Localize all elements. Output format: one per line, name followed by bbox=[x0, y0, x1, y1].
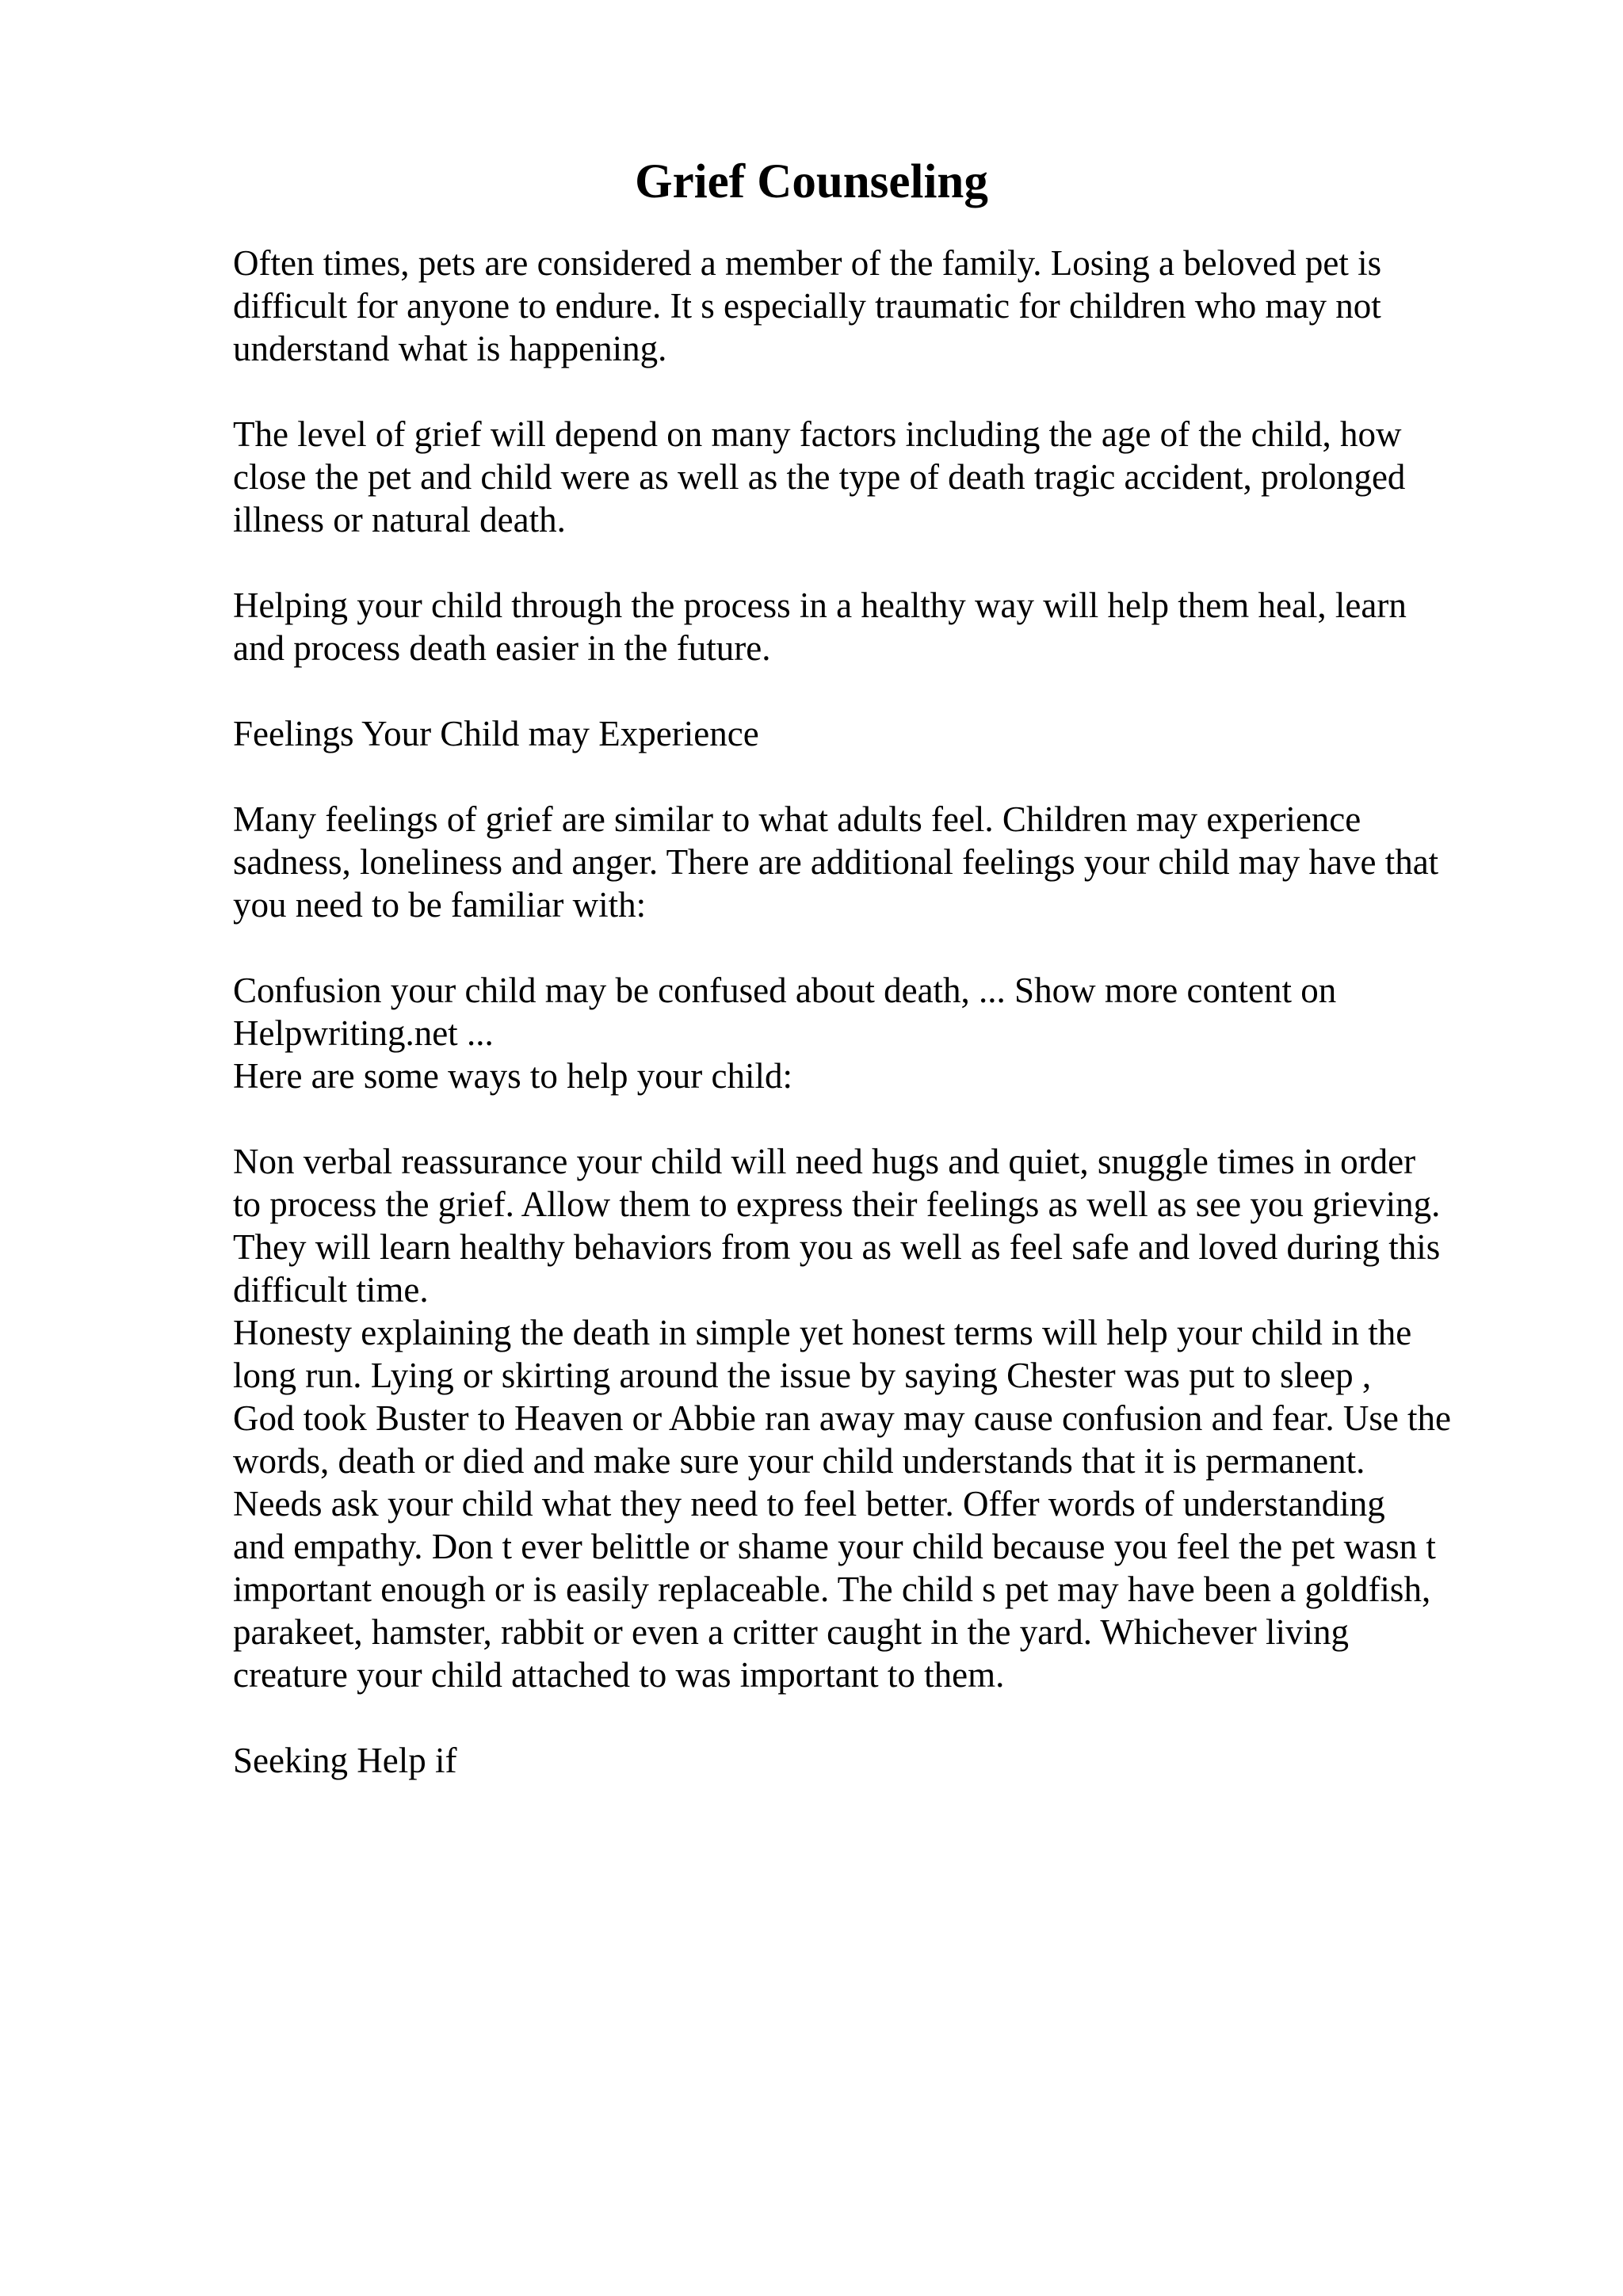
paragraph-spacer bbox=[233, 541, 1533, 584]
text-line: difficult time. bbox=[233, 1270, 429, 1310]
text-line: difficult for anyone to endure. It s especially traumatic for children who may not bbox=[233, 286, 1381, 326]
text-line: sadness, loneliness and anger. There are additional feelings your child may have that bbox=[233, 842, 1439, 882]
text-line: They will learn healthy behaviors from you as well as feel safe and loved during this bbox=[233, 1227, 1441, 1267]
text-line: Many feelings of grief are similar to what adults feel. Children may experience bbox=[233, 799, 1361, 839]
text-line: close the pet and child were as well as the type of death tragic accident, prolonged bbox=[233, 457, 1406, 497]
text-line: Helping your child through the process in a healthy way will help them heal, learn bbox=[233, 585, 1407, 625]
text-line: Confusion your child may be confused about death, ... Show more content on bbox=[233, 971, 1337, 1010]
text-line: words, death or died and make sure your child understands that it is permanent. bbox=[233, 1441, 1365, 1481]
text-line: and empathy. Don t ever belittle or shame your child because you feel the pet wasn t bbox=[233, 1527, 1436, 1566]
text-line: creature your child attached to was important to them. bbox=[233, 1655, 1005, 1695]
text-line: Seeking Help if bbox=[233, 1741, 457, 1780]
paragraph bbox=[233, 969, 1533, 1097]
text-line: long run. Lying or skirting around the issue by saying Chester was put to sleep , bbox=[233, 1356, 1372, 1395]
paragraph-spacer bbox=[233, 926, 1533, 969]
paragraph bbox=[233, 712, 1533, 755]
text-line: Helpwriting.net ... bbox=[233, 1013, 494, 1053]
text-line: Needs ask your child what they need to feel better. Offer words of understanding bbox=[233, 1484, 1385, 1524]
text-line: God took Buster to Heaven or Abbie ran away may cause confusion and fear. Use the bbox=[233, 1398, 1452, 1438]
paragraph-spacer bbox=[233, 370, 1533, 413]
text-line: Feelings Your Child may Experience bbox=[233, 714, 759, 753]
paragraph-spacer bbox=[233, 1696, 1533, 1739]
document-title: Grief Counseling bbox=[635, 155, 988, 208]
text-line: Non verbal reassurance your child will need hugs and quiet, snuggle times in order bbox=[233, 1142, 1416, 1181]
text-line: Here are some ways to help your child: bbox=[233, 1056, 793, 1096]
text-line: you need to be familiar with: bbox=[233, 885, 647, 925]
paragraph-spacer bbox=[233, 755, 1533, 798]
paragraph-spacer bbox=[233, 669, 1533, 712]
text-line: important enough or is easily replaceable. The child s pet may have been a goldfish, bbox=[233, 1569, 1431, 1609]
text-line: The level of grief will depend on many factors including the age of the child, how bbox=[233, 414, 1402, 454]
paragraph bbox=[233, 1140, 1533, 1696]
text-line: to process the grief. Allow them to express their feelings as well as see you grieving. bbox=[233, 1184, 1441, 1224]
text-line: and process death easier in the future. bbox=[233, 628, 771, 668]
text-line: Often times, pets are considered a member of the family. Losing a beloved pet is bbox=[233, 243, 1382, 283]
text-line: illness or natural death. bbox=[233, 500, 566, 540]
text-line: Honesty explaining the death in simple yet honest terms will help your child in the bbox=[233, 1313, 1412, 1352]
text-line: understand what is happening. bbox=[233, 329, 667, 368]
document-body bbox=[233, 242, 1533, 1782]
paragraph bbox=[233, 584, 1533, 669]
text-line: parakeet, hamster, rabbit or even a critter caught in the yard. Whichever living bbox=[233, 1612, 1350, 1652]
paragraph bbox=[233, 798, 1533, 926]
paragraph bbox=[233, 242, 1533, 370]
paragraph-spacer bbox=[233, 1097, 1533, 1140]
paragraph bbox=[233, 413, 1533, 541]
paragraph bbox=[233, 1739, 1533, 1782]
